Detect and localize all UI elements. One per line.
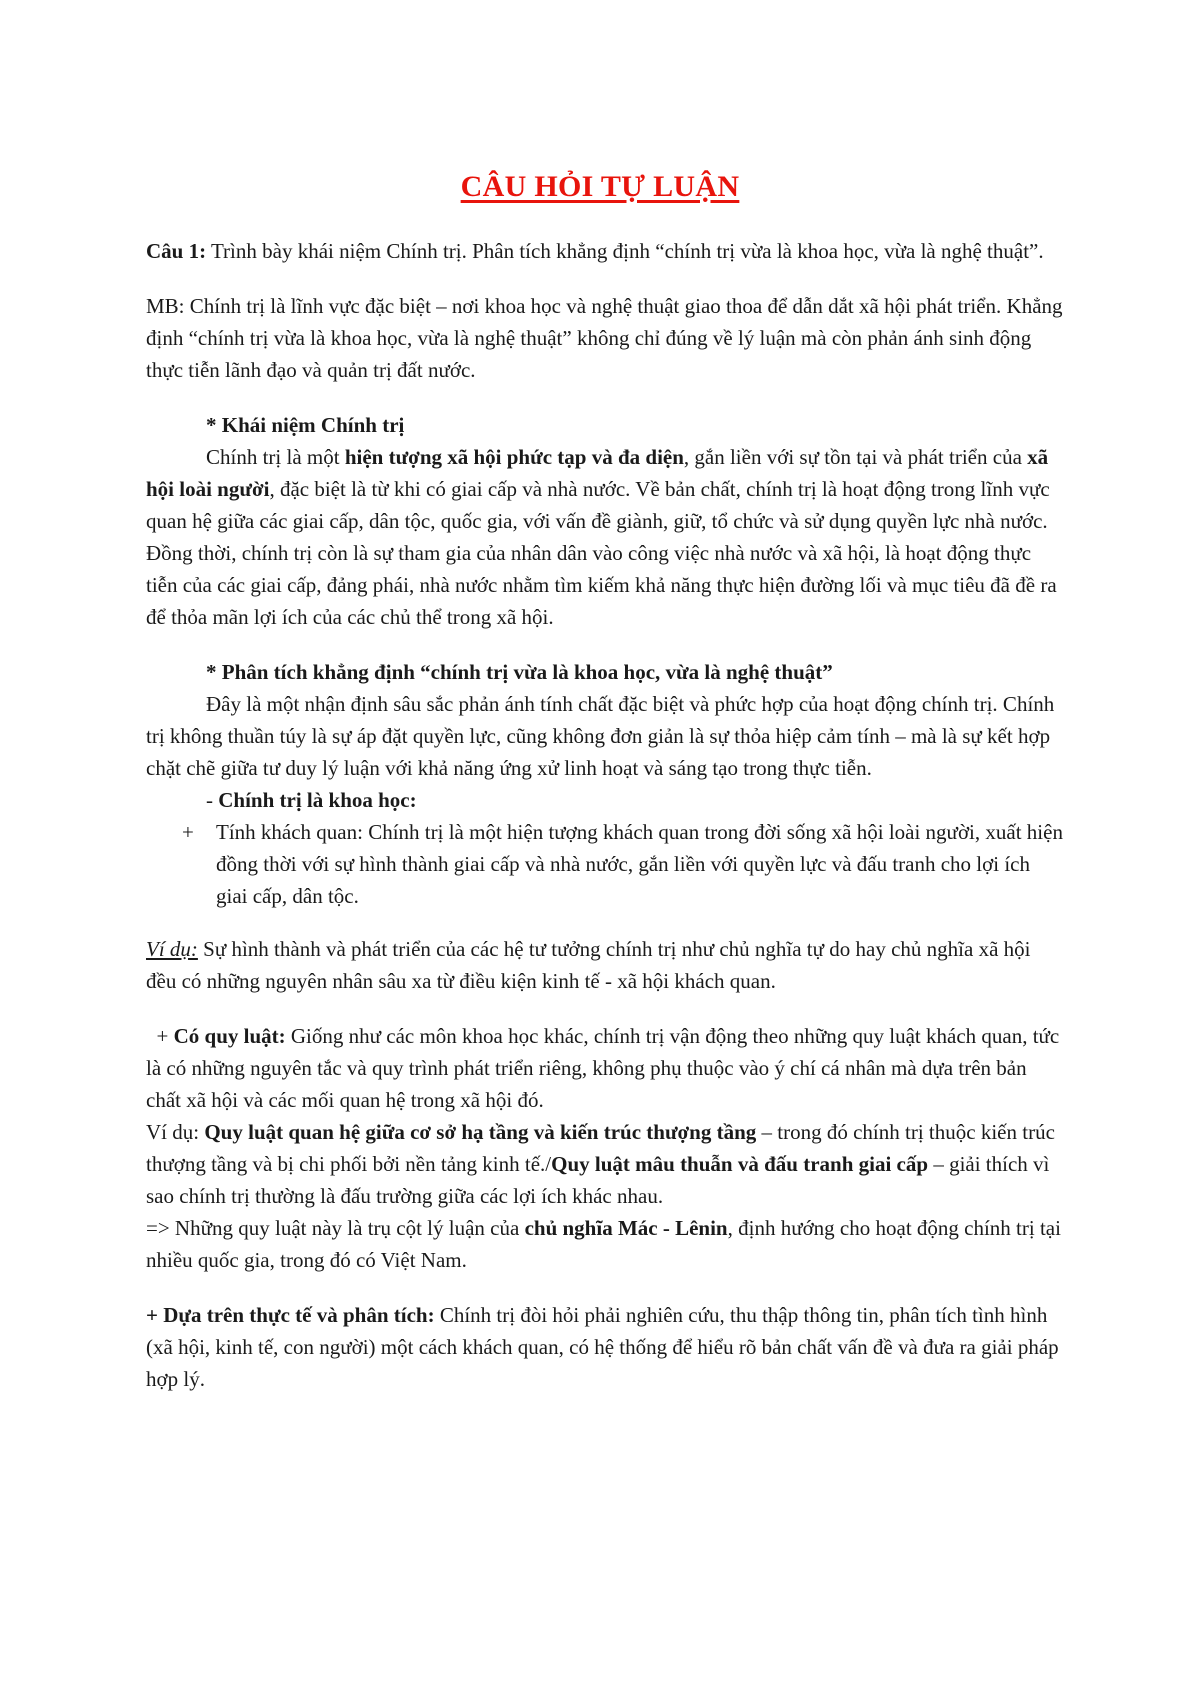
conclusion-end: , định hướng cho hoạt động chính trị tại nhiều quốc gia, trong đó có Việt Nam. xyxy=(146,1216,1061,1272)
law-example-end: – giải thích vì sao chính trị thường là đấu trường giữa các lợi ích khác nhau. xyxy=(146,1152,1050,1208)
example-label: Ví dụ: xyxy=(146,937,198,961)
practical-analysis-label: + Dựa trên thực tế và phân tích: xyxy=(146,1303,435,1327)
conclusion-start: => Những quy luật này là trụ cột lý luận của xyxy=(146,1216,525,1240)
law-example-start: Ví dụ: xyxy=(146,1120,205,1144)
question-text: Trình bày khái niệm Chính trị. Phân tích khẳng định “chính trị vừa là khoa học, vừa là nghệ thuật”. xyxy=(206,239,1044,263)
concept-text-mid: , gắn liền với sự tồn tại và phát triển của xyxy=(683,445,1028,469)
bullet-mark: + xyxy=(182,820,194,844)
practical-analysis-text: Chính trị đòi hỏi phải nghiên cứu, thu thập thông tin, phân tích tình hình (xã hội, kinh tế, con người) một cách khách quan, có hệ thống để hiểu rõ bản chất vấn đề và đưa ra giải pháp hợp lý. xyxy=(146,1303,1059,1391)
intro-paragraph: MB: Chính trị là lĩnh vực đặc biệt – nơi khoa học và nghệ thuật giao thoa để dẫn dắt xã hội phát triển. Khẳng định “chính trị vừa là khoa học, vừa là nghệ thuật” không chỉ đúng về lý luận mà còn phản ánh sinh động thực tiễn lãnh đạo và quản trị đất nước. xyxy=(146,294,1063,382)
subheading-dash: - xyxy=(206,788,219,812)
law-example-bold-1: Quy luật quan hệ giữa cơ sở hạ tầng và kiến trúc thượng tầng xyxy=(204,1120,757,1144)
analysis-paragraph: Đây là một nhận định sâu sắc phản ánh tính chất đặc biệt và phức hợp của hoạt động chính trị. Chính trị không thuần túy là sự áp đặt quyền lực, cũng không đơn giản là sự thỏa hiệp cảm tính – mà là sự kết hợp chặt chẽ giữa tư duy lý luận với khả năng ứng xử linh hoạt và sáng tạo trong thực tiễn. xyxy=(146,692,1055,780)
concept-text-start: Chính trị là một xyxy=(206,445,345,469)
document-body xyxy=(146,235,1066,1395)
science-subheading xyxy=(146,784,1066,816)
law-example-mid: – trong đó chính trị thuộc kiến trúc thượng tầng và bị chi phối bởi nền tảng kinh tế./ xyxy=(146,1120,1055,1176)
law-paragraph xyxy=(146,1020,1066,1116)
concept-bold-1: hiện tượng xã hội phức tạp và đa diện xyxy=(344,445,684,469)
concept-bold-2: xã hội loài người xyxy=(146,445,1049,501)
page-title: CÂU HỎI TỰ LUẬN xyxy=(460,170,740,203)
subheading-text: Chính trị là khoa học: xyxy=(218,788,417,812)
question-paragraph xyxy=(146,235,1066,267)
law-text: Giống như các môn khoa học khác, chính trị vận động theo những quy luật khách quan, tức là có những nguyên tắc và quy trình phát triển riêng, không phụ thuộc vào ý chí cá nhân mà dựa trên bản chất xã hội và các mối quan hệ trong xã hội đó. xyxy=(146,1024,1060,1112)
law-label: Có quy luật: xyxy=(173,1024,286,1048)
law-conclusion-paragraph xyxy=(146,1212,1066,1276)
law-example-bold-2: Quy luật mâu thuẫn và đấu tranh giai cấp xyxy=(551,1152,929,1176)
bullet-text: Tính khách quan: Chính trị là một hiện tượng khách quan trong đời sống xã hội loài người, xuất hiện đồng thời với sự hình thành giai cấp và nhà nước, gắn liền với quyền lực và đấu tranh cho lợi ích giai cấp, dân tộc. xyxy=(216,820,1063,908)
example-paragraph xyxy=(146,933,1066,997)
section-heading-concept: * Khái niệm Chính trị xyxy=(206,413,405,437)
concept-text-end: , đặc biệt là từ khi có giai cấp và nhà nước. Về bản chất, chính trị là hoạt động trong lĩnh vực quan hệ giữa các giai cấp, dân tộc, quốc gia, với vấn đề giành, giữ, tổ chức và sử dụng quyền lực nhà nước. Đồng thời, chính trị còn là sự tham gia của nhân dân vào công việc nhà nước và xã hội, là hoạt động thực tiễn của các giai cấp, đảng phái, nhà nước nhằm tìm kiếm khả năng thực hiện đường lối và mục tiêu đã đề ra để thỏa mãn lợi ích của các chủ thể trong xã hội. xyxy=(146,477,1057,629)
law-prefix: + xyxy=(146,1024,174,1048)
section-heading-analysis: * Phân tích khẳng định “chính trị vừa là khoa học, vừa là nghệ thuật” xyxy=(206,660,833,684)
objectivity-bullet xyxy=(146,816,1066,912)
example-text: Sự hình thành và phát triển của các hệ tư tưởng chính trị như chủ nghĩa tự do hay chủ nghĩa xã hội đều có những nguyên nhân sâu xa từ điều kiện kinh tế - xã hội khách quan. xyxy=(146,937,1031,993)
practical-analysis-paragraph xyxy=(146,1299,1066,1395)
law-example-paragraph xyxy=(146,1116,1066,1212)
concept-paragraph xyxy=(146,441,1066,633)
question-label: Câu 1: xyxy=(146,239,207,263)
conclusion-bold: chủ nghĩa Mác - Lênin xyxy=(524,1216,728,1240)
